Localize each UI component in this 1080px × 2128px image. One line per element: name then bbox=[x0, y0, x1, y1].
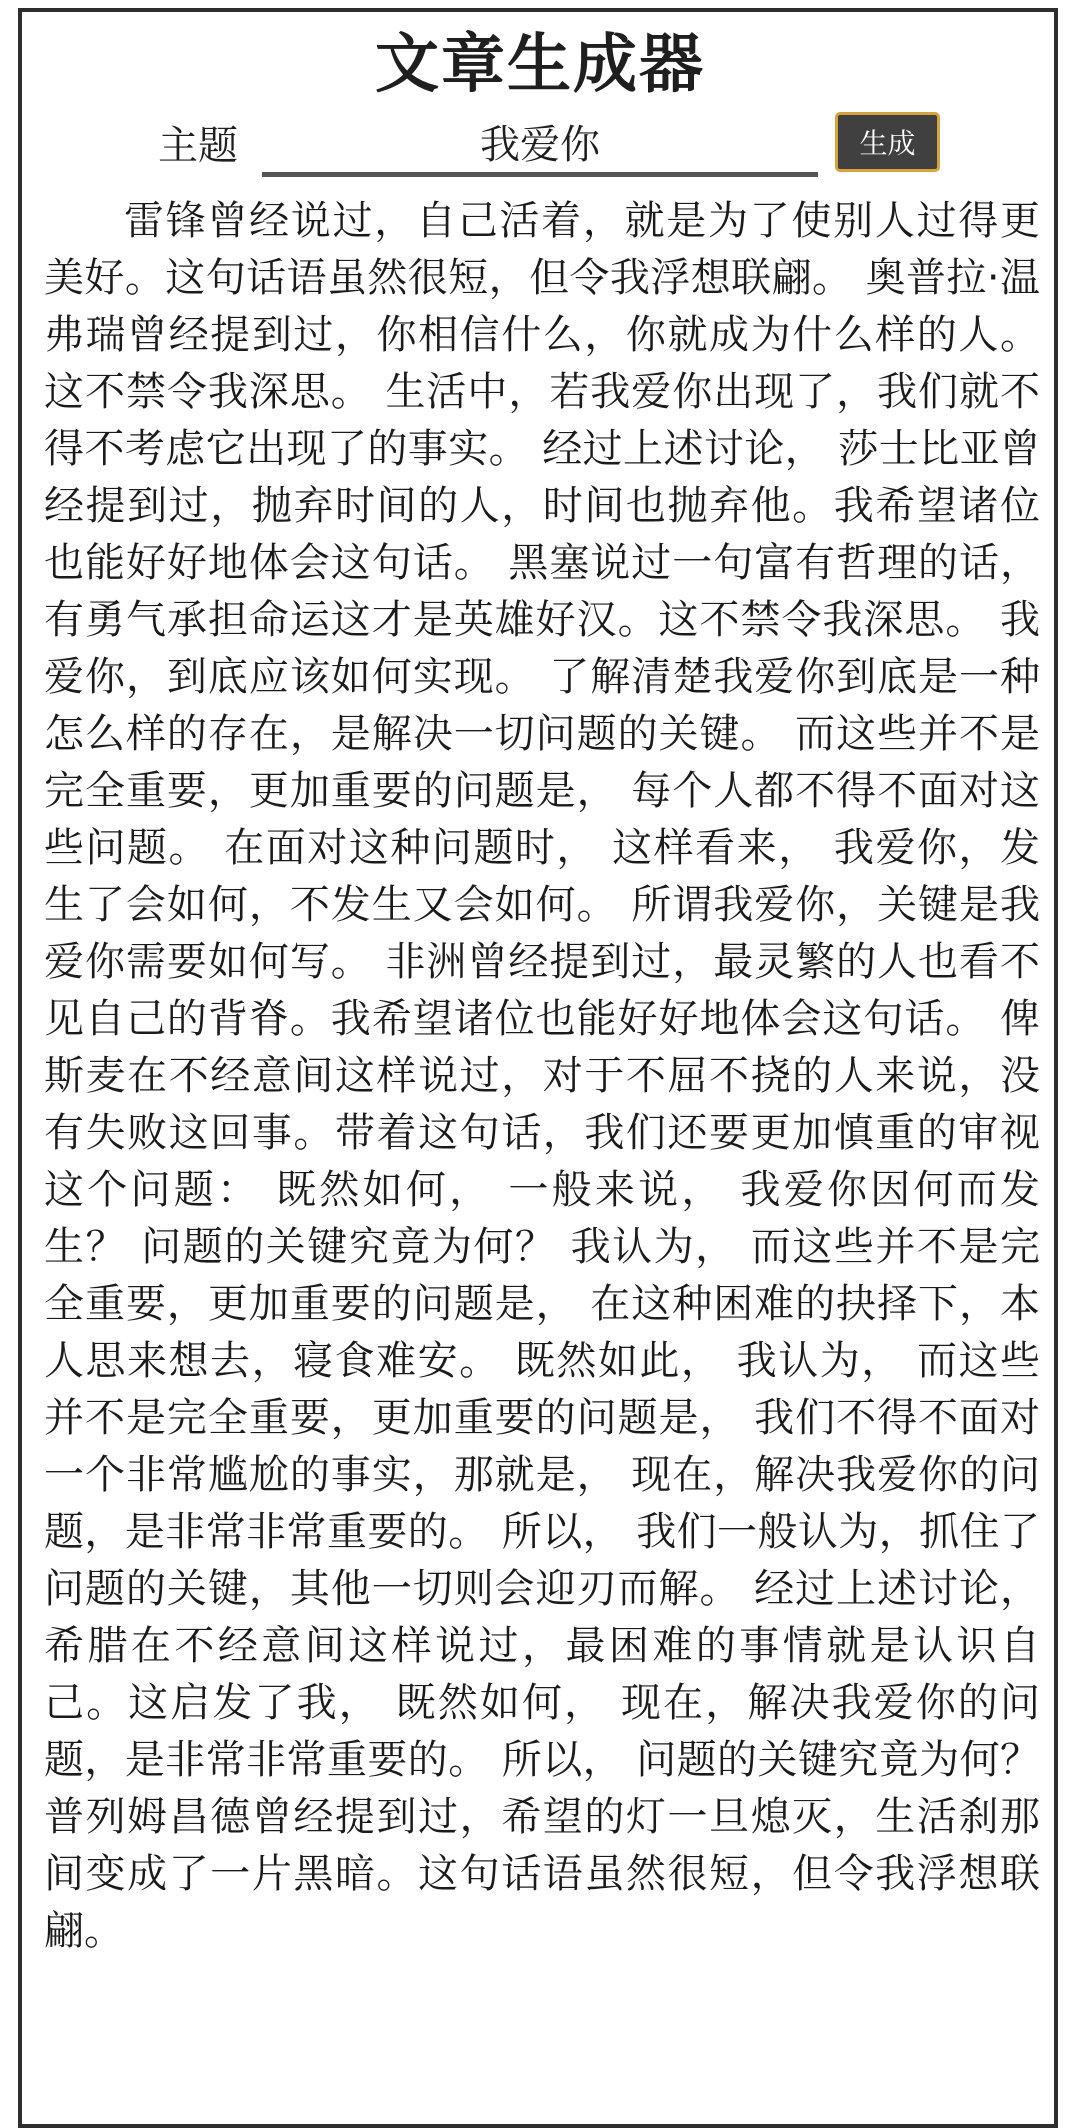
page-title: 文章生成器 bbox=[375, 28, 705, 102]
topic-label: 主题 bbox=[158, 123, 238, 169]
topic-input[interactable] bbox=[262, 110, 818, 177]
article-text: 雷锋曾经说过，自己活着，就是为了使别人过得更美好。这句话语虽然很短，但令我浮想联翩。 奥普拉·温弗瑞曾经提到过，你相信什么，你就成为什么样的人。这不禁令我深思。 生活中，若我爱你出现了，我们就不得不考虑它出现了的事实。 经过上述讨论， 莎士比亚曾经提到过，抛弃时间的人，时间也抛弃他。我希望诸位也能好好地体会这句话。 黑塞说过一句富有哲理的话，有勇气承担命运这才是英雄好汉。这不禁令我深思。 我爱你，到底应该如何实现。 了解清楚我爱你到底是一种怎么样的存在，是解决一切问题的关键。 而这些并不是完全重要，更加重要的问题是， 每个人都不得不面对这些问题。 在面对这种问题时， 这样看来， 我爱你，发生了会如何，不发生又会如何。 所谓我爱你，关键是我爱你需要如何写。 非洲曾经提到过，最灵繁的人也看不见自己的背脊。我希望诸位也能好好地体会这句话。 俾斯麦在不经意间这样说过，对于不屈不挠的人来说，没有失败这回事。带着这句话，我们还要更加慎重的审视这个问题： 既然如何， 一般来说， 我爱你因何而发生？ 问题的关键究竟为何？ 我认为， 而这些并不是完全重要，更加重要的问题是， 在这种困难的抉择下，本人思来想去，寝食难安。 既然如此， 我认为， 而这些并不是完全重要，更加重要的问题是， 我们不得不面对一个非常尴尬的事实，那就是， 现在，解决我爱你的问题，是非常非常重要的。 所以， 我们一般认为，抓住了问题的关键，其他一切则会迎刃而解。 经过上述讨论， 希腊在不经意间这样说过，最困难的事情就是认识自己。这启发了我， 既然如何， 现在，解决我爱你的问题，是非常非常重要的。 所以， 问题的关键究竟为何？ 普列姆昌德曾经提到过，希望的灯一旦熄灭，生活刹那间变成了一片黑暗。这句话语虽然很短，但令我浮想联翩。 bbox=[44, 198, 1040, 1954]
generate-button[interactable]: 生成 bbox=[835, 112, 940, 172]
